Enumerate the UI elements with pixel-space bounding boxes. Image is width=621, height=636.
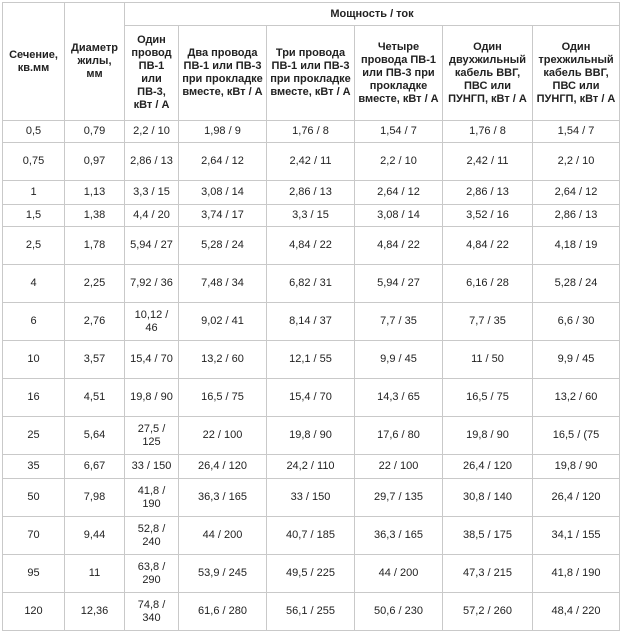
table-cell: 41,8 / 190 (125, 479, 179, 517)
table-cell: 9,9 / 45 (355, 341, 443, 379)
table-cell: 26,4 / 120 (533, 479, 620, 517)
table-cell: 1,54 / 7 (533, 121, 620, 143)
table-cell: 16,5 / 75 (443, 379, 533, 417)
header-power-col: Один трехжильный кабель ВВГ, ПВС или ПУНГП, кВт / А (533, 26, 620, 121)
table-cell: 6,67 (65, 455, 125, 479)
table-cell: 11 (65, 555, 125, 593)
table-body (3, 121, 620, 631)
table-cell: 47,3 / 215 (443, 555, 533, 593)
table-cell: 25 (3, 417, 65, 455)
table-cell: 0,79 (65, 121, 125, 143)
table-row (3, 303, 620, 341)
table-cell: 1,76 / 8 (443, 121, 533, 143)
table-cell: 5,94 / 27 (355, 265, 443, 303)
table-cell: 11 / 50 (443, 341, 533, 379)
table-cell: 12,36 (65, 593, 125, 631)
table-cell: 4,51 (65, 379, 125, 417)
table-cell: 2,64 / 12 (355, 181, 443, 205)
table-cell: 1,98 / 9 (179, 121, 267, 143)
table-cell: 19,8 / 90 (125, 379, 179, 417)
table-row (3, 379, 620, 417)
table-cell: 6,16 / 28 (443, 265, 533, 303)
table-cell: 1,78 (65, 227, 125, 265)
table-cell: 35 (3, 455, 65, 479)
table-cell: 9,9 / 45 (533, 341, 620, 379)
table-cell: 16,5 / (75 (533, 417, 620, 455)
table-row (3, 593, 620, 631)
table-cell: 0,97 (65, 143, 125, 181)
table-cell: 2,86 / 13 (125, 143, 179, 181)
table-cell: 2,86 / 13 (533, 205, 620, 227)
table-cell: 48,4 / 220 (533, 593, 620, 631)
table-cell: 16,5 / 75 (179, 379, 267, 417)
table-cell: 4 (3, 265, 65, 303)
table-cell: 44 / 200 (179, 517, 267, 555)
table-cell: 52,8 / 240 (125, 517, 179, 555)
table-cell: 34,1 / 155 (533, 517, 620, 555)
table-cell: 2,64 / 12 (179, 143, 267, 181)
table-cell: 10 (3, 341, 65, 379)
table-cell: 17,6 / 80 (355, 417, 443, 455)
table-cell: 12,1 / 55 (267, 341, 355, 379)
table-cell: 61,6 / 280 (179, 593, 267, 631)
table-cell: 7,98 (65, 479, 125, 517)
table-cell: 7,7 / 35 (443, 303, 533, 341)
table-cell: 50 (3, 479, 65, 517)
table-cell: 5,28 / 24 (179, 227, 267, 265)
table-cell: 40,7 / 185 (267, 517, 355, 555)
table-cell: 13,2 / 60 (179, 341, 267, 379)
table-cell: 3,52 / 16 (443, 205, 533, 227)
table-cell: 24,2 / 110 (267, 455, 355, 479)
table-cell: 2,5 (3, 227, 65, 265)
table-cell: 49,5 / 225 (267, 555, 355, 593)
table-cell: 4,4 / 20 (125, 205, 179, 227)
table-cell: 41,8 / 190 (533, 555, 620, 593)
header-power-col: Один двухжильный кабель ВВГ, ПВС или ПУНГП, кВт / А (443, 26, 533, 121)
table-cell: 7,48 / 34 (179, 265, 267, 303)
table-cell: 1 (3, 181, 65, 205)
header-power-col: Один провод ПВ-1 или ПВ-3, кВт / А (125, 26, 179, 121)
table-row (3, 479, 620, 517)
table-cell: 19,8 / 90 (267, 417, 355, 455)
table-cell: 3,74 / 17 (179, 205, 267, 227)
cable-power-table (2, 2, 620, 631)
table-cell: 2,86 / 13 (443, 181, 533, 205)
table-cell: 4,84 / 22 (355, 227, 443, 265)
table-cell: 70 (3, 517, 65, 555)
table-cell: 5,64 (65, 417, 125, 455)
table-cell: 2,86 / 13 (267, 181, 355, 205)
table-cell: 74,8 / 340 (125, 593, 179, 631)
table-cell: 3,57 (65, 341, 125, 379)
table-cell: 1,54 / 7 (355, 121, 443, 143)
table-cell: 4,84 / 22 (443, 227, 533, 265)
table-cell: 15,4 / 70 (125, 341, 179, 379)
table-cell: 33 / 150 (125, 455, 179, 479)
header-row-1 (3, 3, 620, 26)
table-cell: 29,7 / 135 (355, 479, 443, 517)
table-cell: 0,5 (3, 121, 65, 143)
table-cell: 7,92 / 36 (125, 265, 179, 303)
table-cell: 6 (3, 303, 65, 341)
table-cell: 14,3 / 65 (355, 379, 443, 417)
table-cell: 19,8 / 90 (533, 455, 620, 479)
header-section: Сечение, кв.мм (3, 3, 65, 121)
table-cell: 56,1 / 255 (267, 593, 355, 631)
header-power-col: Два провода ПВ-1 или ПВ-3 при прокладке вместе, кВт / А (179, 26, 267, 121)
table-cell: 5,28 / 24 (533, 265, 620, 303)
table-row (3, 227, 620, 265)
table-cell: 4,18 / 19 (533, 227, 620, 265)
table-cell: 33 / 150 (267, 479, 355, 517)
table-cell: 19,8 / 90 (443, 417, 533, 455)
table-cell: 38,5 / 175 (443, 517, 533, 555)
table-cell: 2,64 / 12 (533, 181, 620, 205)
table-cell: 7,7 / 35 (355, 303, 443, 341)
table-cell: 30,8 / 140 (443, 479, 533, 517)
table-cell: 0,75 (3, 143, 65, 181)
table-cell: 36,3 / 165 (179, 479, 267, 517)
table-cell: 5,94 / 27 (125, 227, 179, 265)
table-row (3, 417, 620, 455)
table-cell: 2,2 / 10 (533, 143, 620, 181)
table-cell: 2,2 / 10 (125, 121, 179, 143)
table-cell: 26,4 / 120 (443, 455, 533, 479)
header-power-col: Четыре провода ПВ-1 или ПВ-3 при прокладке вместе, кВт / А (355, 26, 443, 121)
table-row (3, 455, 620, 479)
table-cell: 9,44 (65, 517, 125, 555)
table-cell: 1,13 (65, 181, 125, 205)
table-cell: 2,25 (65, 265, 125, 303)
table-cell: 57,2 / 260 (443, 593, 533, 631)
table-cell: 2,42 / 11 (443, 143, 533, 181)
table-cell: 6,6 / 30 (533, 303, 620, 341)
table-row (3, 265, 620, 303)
table-cell: 13,2 / 60 (533, 379, 620, 417)
table-row (3, 181, 620, 205)
table-cell: 27,5 / 125 (125, 417, 179, 455)
table-row (3, 555, 620, 593)
header-power-col: Три провода ПВ-1 или ПВ-3 при прокладке вместе, кВт / А (267, 26, 355, 121)
table-cell: 16 (3, 379, 65, 417)
table-cell: 2,76 (65, 303, 125, 341)
table-cell: 4,84 / 22 (267, 227, 355, 265)
header-power-group: Мощность / ток (125, 3, 620, 26)
table-row (3, 517, 620, 555)
table-cell: 120 (3, 593, 65, 631)
table-cell: 6,82 / 31 (267, 265, 355, 303)
table-cell: 9,02 / 41 (179, 303, 267, 341)
table-cell: 3,08 / 14 (355, 205, 443, 227)
table-cell: 26,4 / 120 (179, 455, 267, 479)
table-cell: 15,4 / 70 (267, 379, 355, 417)
table-cell: 3,3 / 15 (125, 181, 179, 205)
table-row (3, 143, 620, 181)
table-cell: 1,38 (65, 205, 125, 227)
table-row (3, 341, 620, 379)
table-container (2, 2, 619, 631)
table-cell: 3,3 / 15 (267, 205, 355, 227)
table-cell: 63,8 / 290 (125, 555, 179, 593)
table-cell: 36,3 / 165 (355, 517, 443, 555)
table-cell: 95 (3, 555, 65, 593)
table-cell: 10,12 / 46 (125, 303, 179, 341)
header-diameter: Диаметр жилы, мм (65, 3, 125, 121)
table-cell: 44 / 200 (355, 555, 443, 593)
table-cell: 2,2 / 10 (355, 143, 443, 181)
table-cell: 50,6 / 230 (355, 593, 443, 631)
table-cell: 2,42 / 11 (267, 143, 355, 181)
table-cell: 1,5 (3, 205, 65, 227)
table-cell: 8,14 / 37 (267, 303, 355, 341)
table-row (3, 205, 620, 227)
table-cell: 3,08 / 14 (179, 181, 267, 205)
table-cell: 1,76 / 8 (267, 121, 355, 143)
table-row (3, 121, 620, 143)
table-cell: 22 / 100 (179, 417, 267, 455)
table-cell: 53,9 / 245 (179, 555, 267, 593)
table-cell: 22 / 100 (355, 455, 443, 479)
